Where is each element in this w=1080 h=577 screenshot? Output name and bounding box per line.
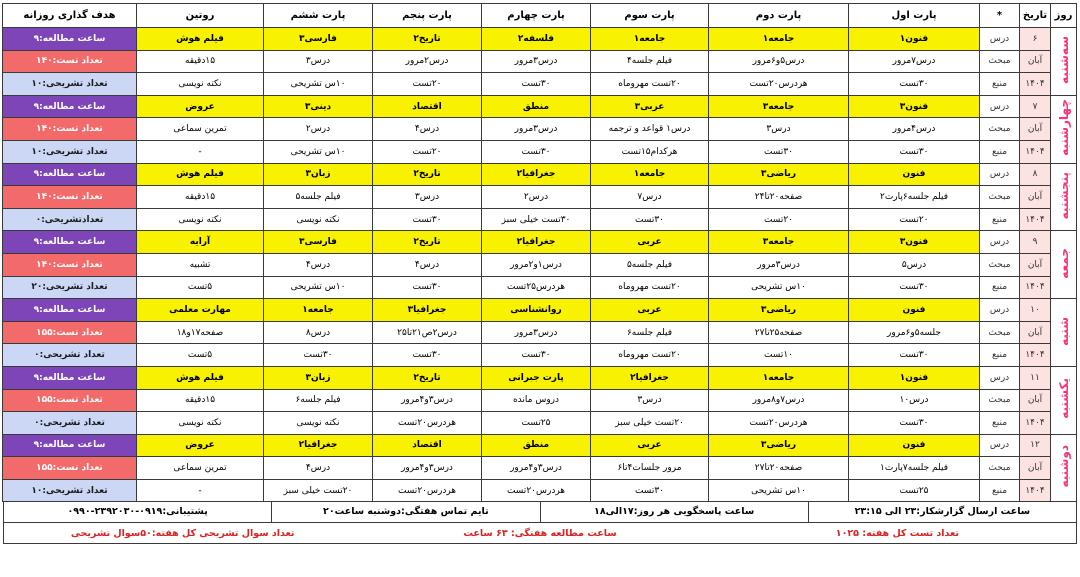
part-6-cell: نکته نویسی [264,412,373,435]
header-part-6: پارت ششم [264,4,373,28]
part-1-cell: فنون۱ [849,28,980,51]
day-name: چهارشنبه [1056,99,1071,157]
part-3-cell: فیلم جلسه۵ [591,253,709,276]
part-3-cell: ۳۰تست [591,208,709,231]
daily-goal-cell: ساعت مطالعه:۹ [3,163,137,186]
routine-cell: تشبیه [137,253,264,276]
row-type-cell: منبع [980,276,1020,299]
part-5-cell: ۳۰تست [373,208,482,231]
part-6-cell: ۲۰تست خیلی سبز [264,479,373,502]
weekly-descriptive-total: تعداد سوال تشریحی کل هفته:۵۰سوال تشریحی [70,527,295,539]
part-6-cell: زبان۳ [264,366,373,389]
part-3-cell: جامعه۱ [591,28,709,51]
part-2-cell: جامعه۱ [709,366,849,389]
date-cell: ۱۰ [1020,299,1051,322]
part-6-cell: دینی۳ [264,95,373,118]
part-6-cell: جغرافیا۲ [264,434,373,457]
part-3-cell: عربی۳ [591,95,709,118]
row-type-cell: مبحث [980,321,1020,344]
table-row [3,389,1077,412]
part-3-cell: جامعه۱ [591,163,709,186]
part-5-cell: ۳۰تست [373,344,482,367]
row-type-cell: منبع [980,479,1020,502]
part-5-cell: ۲۰تست [373,73,482,96]
part-5-cell: هردرس۲۰تست [373,412,482,435]
table-row [3,276,1077,299]
table-row [3,434,1077,457]
part-5-cell: درس۴ [373,253,482,276]
part-4-cell: روانشناسی [482,299,591,322]
day-name: دوشنبه [1056,445,1071,488]
part-2-cell: جامعه۳ [709,95,849,118]
part-1-cell: فیلم جلسه۷پارت۱ [849,457,980,480]
date-cell: آبان [1020,118,1051,141]
part-5-cell: درس۳ [373,186,482,209]
day-name-cell [1051,163,1077,231]
daily-goal-cell: تعدادتشریحی:۰ [3,208,137,231]
weekly-test-total: تعداد تست کل هفته: ۱۰۲۵ [835,527,959,539]
row-type-cell: مبحث [980,389,1020,412]
part-2-cell: درس۳ [709,118,849,141]
part-3-cell: ۲۰تست خیلی سبز [591,412,709,435]
header-part-4: پارت چهارم [482,4,591,28]
part-2-cell: ۲۰تست [709,208,849,231]
row-type-cell: درس [980,28,1020,51]
part-2-cell: درس۷و۸مرور [709,389,849,412]
part-4-cell: هردرس۲۰تست [482,479,591,502]
table-row [3,231,1077,254]
part-6-cell: درس۸ [264,321,373,344]
part-5-cell: تاریخ۲ [373,231,482,254]
part-6-cell: جامعه۱ [264,299,373,322]
part-4-cell: منطق [482,434,591,457]
header-part-5: پارت پنجم [373,4,482,28]
part-5-cell: درس۳و۴مرور [373,457,482,480]
part-2-cell: ۳۰تست [709,140,849,163]
day-name-cell [1051,299,1077,367]
part-4-cell: فلسفه۲ [482,28,591,51]
date-cell: ۱۴۰۴ [1020,73,1051,96]
row-type-cell: درس [980,299,1020,322]
part-4-cell: هردرس۲۵تست [482,276,591,299]
part-2-cell: درس۳مرور [709,253,849,276]
date-cell: ۱۴۰۴ [1020,412,1051,435]
row-type-cell: درس [980,366,1020,389]
footer-info-row [4,502,1076,523]
date-cell: آبان [1020,389,1051,412]
part-2-cell: جامعه۳ [709,231,849,254]
daily-goal-cell: تعداد تست:۱۴۰ [3,253,137,276]
daily-goal-cell: ساعت مطالعه:۹ [3,231,137,254]
date-cell: ۷ [1020,95,1051,118]
row-type-cell: درس [980,231,1020,254]
header-part-3: پارت سوم [591,4,709,28]
part-4-cell: درس۲ [482,186,591,209]
weekly-study-plan [3,3,1077,544]
table-row [3,344,1077,367]
weekly-call-time: تایم تماس هفتگی:دوشنبه ساعت۲۰ [271,502,539,522]
routine-cell: ۱۵دقیقه [137,186,264,209]
part-3-cell: ۲۰تست مهروماه [591,344,709,367]
table-row [3,186,1077,209]
table-row [3,366,1077,389]
routine-cell: ۱۵دقیقه [137,50,264,73]
daily-goal-cell: تعداد تشریحی:۱۰ [3,140,137,163]
header-part-1: پارت اول [849,4,980,28]
daily-goal-cell: تعداد تست:۱۴۰ [3,186,137,209]
routine-cell: فیلم هوش [137,28,264,51]
part-5-cell: ۳۰تست [373,276,482,299]
header-date: تاریخ [1020,4,1051,28]
daily-goal-cell: تعداد تست:۱۴۰ [3,50,137,73]
table-row [3,50,1077,73]
part-4-cell: ۳۰تست خیلی سبز [482,208,591,231]
part-2-cell: هردرس۲۰تست [709,73,849,96]
part-2-cell: صفحه۲۵تا۲۷ [709,321,849,344]
table-row [3,163,1077,186]
header-row-type: * [980,4,1020,28]
daily-goal-cell: تعداد تشریحی:۲۰ [3,276,137,299]
part-4-cell: دروس مانده [482,389,591,412]
part-4-cell: درس۳مرور [482,50,591,73]
table-row [3,140,1077,163]
part-2-cell: ۱۰تست [709,344,849,367]
part-1-cell: جلسه۵و۶مرور [849,321,980,344]
day-name: شنبه [1056,316,1071,346]
date-cell: ۸ [1020,163,1051,186]
routine-cell: آرایه [137,231,264,254]
part-3-cell: درس۷ [591,186,709,209]
part-5-cell: جغرافیا۳ [373,299,482,322]
footer-totals-row [4,523,1076,543]
part-1-cell: درس۵ [849,253,980,276]
day-name-cell [1051,434,1077,502]
part-1-cell: فنون [849,299,980,322]
part-2-cell: درس۵و۶مرور [709,50,849,73]
header-day: روز [1051,4,1077,28]
date-cell: ۱۱ [1020,366,1051,389]
part-1-cell: ۳۰تست [849,140,980,163]
daily-goal-cell: تعداد تست:۱۵۵ [3,457,137,480]
part-4-cell: جغرافیا۲ [482,231,591,254]
day-name: جمعه [1056,247,1071,279]
date-cell: ۱۴۰۴ [1020,276,1051,299]
daily-goal-cell: تعداد تست:۱۴۰ [3,118,137,141]
part-3-cell: عربی [591,231,709,254]
part-6-cell: ۱۰س تشریحی [264,73,373,96]
part-4-cell: منطق [482,95,591,118]
routine-cell: تمرین سماعی [137,457,264,480]
part-5-cell: تاریخ۲ [373,366,482,389]
part-2-cell: جامعه۱ [709,28,849,51]
part-3-cell: عربی [591,434,709,457]
response-hours: ساعت پاسخگویی هر روز:۱۷الی۱۸ [540,502,808,522]
daily-goal-cell: ساعت مطالعه:۹ [3,95,137,118]
routine-cell: مهارت معلمی [137,299,264,322]
part-2-cell: ریاضی۳ [709,299,849,322]
daily-goal-cell: تعداد تست:۱۵۵ [3,389,137,412]
part-4-cell: ۳۰تست [482,344,591,367]
day-name-cell [1051,95,1077,163]
part-1-cell: فنون [849,163,980,186]
date-cell: ۱۴۰۴ [1020,140,1051,163]
table-row [3,457,1077,480]
part-3-cell: هرکدام۱۵تست [591,140,709,163]
header-routine: روتین [137,4,264,28]
row-type-cell: مبحث [980,50,1020,73]
table-row [3,479,1077,502]
table-row [3,73,1077,96]
day-name: پنجشنبه [1056,171,1071,220]
part-3-cell: درس۱ قواعد و ترجمه [591,118,709,141]
part-2-cell: ریاضی۳ [709,434,849,457]
part-4-cell: درس۱و۲مرور [482,253,591,276]
row-type-cell: درس [980,95,1020,118]
part-4-cell: ۳۰تست [482,140,591,163]
part-6-cell: درس۴ [264,253,373,276]
part-4-cell: ۲۵تست [482,412,591,435]
daily-goal-cell: تعداد تشریحی:۱۰ [3,479,137,502]
routine-cell: تمرین سماعی [137,118,264,141]
part-5-cell: درس۲مرور [373,50,482,73]
daily-goal-cell: تعداد تشریحی:۱۰ [3,73,137,96]
row-type-cell: منبع [980,73,1020,96]
part-1-cell: فنون۱ [849,366,980,389]
part-6-cell: زبان۳ [264,163,373,186]
part-1-cell: درس۷مرور [849,50,980,73]
part-6-cell: نکته نویسی [264,208,373,231]
part-1-cell: ۳۰تست [849,73,980,96]
header-daily-goal: هدف گذاری روزانه [3,4,137,28]
part-6-cell: درس۲ [264,118,373,141]
row-type-cell: مبحث [980,253,1020,276]
part-6-cell: فارسی۳ [264,231,373,254]
part-1-cell: فنون۳ [849,231,980,254]
part-5-cell: تاریخ۲ [373,28,482,51]
part-5-cell: درس۴ [373,118,482,141]
part-1-cell: درس۴مرور [849,118,980,141]
part-4-cell: درس۳مرور [482,321,591,344]
routine-cell: ۵تست [137,276,264,299]
row-type-cell: درس [980,163,1020,186]
header-row [3,4,1077,28]
part-1-cell: ۲۵تست [849,479,980,502]
table-row [3,28,1077,51]
routine-cell: ۵تست [137,344,264,367]
routine-cell: ۱۵دقیقه [137,389,264,412]
date-cell: آبان [1020,186,1051,209]
part-6-cell: ۱۰س تشریحی [264,276,373,299]
row-type-cell: درس [980,434,1020,457]
row-type-cell: منبع [980,412,1020,435]
part-4-cell: پارت جبرانی [482,366,591,389]
routine-cell: - [137,479,264,502]
part-2-cell: صفحه۲۰تا۲۷ [709,457,849,480]
part-3-cell: ۲۰تست مهروماه [591,73,709,96]
part-4-cell: درس۳و۴مرور [482,457,591,480]
part-6-cell: درس۴ [264,457,373,480]
table-row [3,95,1077,118]
daily-goal-cell: تعداد تشریحی:۰ [3,412,137,435]
row-type-cell: مبحث [980,186,1020,209]
part-1-cell: ۳۰تست [849,412,980,435]
weekly-study-hours: ساعت مطالعه هفتگی: ۶۳ ساعت [463,527,617,539]
date-cell: ۱۲ [1020,434,1051,457]
day-name-cell [1051,366,1077,434]
date-cell: ۹ [1020,231,1051,254]
part-6-cell: ۱۰س تشریحی [264,140,373,163]
day-name: سه‌شنبه [1056,35,1071,84]
part-5-cell: هردرس۲۰تست [373,479,482,502]
part-2-cell: ۱۰س تشریحی [709,479,849,502]
header-part-2: پارت دوم [709,4,849,28]
date-cell: آبان [1020,457,1051,480]
part-5-cell: درس۲ص۲۱تا۲۵ [373,321,482,344]
part-4-cell: درس۳مرور [482,118,591,141]
part-1-cell: فنون [849,434,980,457]
part-6-cell: فیلم جلسه۶ [264,389,373,412]
part-1-cell: ۳۰تست [849,344,980,367]
part-1-cell: ۳۰تست [849,276,980,299]
part-1-cell: ۲۰تست [849,208,980,231]
part-6-cell: فارسی۳ [264,28,373,51]
daily-goal-cell: ساعت مطالعه:۹ [3,366,137,389]
row-type-cell: منبع [980,140,1020,163]
part-2-cell: صفحه۲۰تا۲۴ [709,186,849,209]
table-row [3,253,1077,276]
part-3-cell: درس۳ [591,389,709,412]
part-2-cell: ریاضی۳ [709,163,849,186]
table-row [3,321,1077,344]
date-cell: ۱۴۰۴ [1020,344,1051,367]
report-time: ساعت ارسال گزارشکار:۲۳ الی ۲۳:۱۵ [808,502,1076,522]
date-cell: آبان [1020,50,1051,73]
part-6-cell: درس۳ [264,50,373,73]
part-5-cell: اقتصاد [373,434,482,457]
footer [3,502,1077,544]
routine-cell: عروض [137,434,264,457]
row-type-cell: منبع [980,344,1020,367]
date-cell: ۱۴۰۴ [1020,479,1051,502]
routine-cell: صفحه۱۷و۱۸ [137,321,264,344]
date-cell: آبان [1020,321,1051,344]
table-row [3,412,1077,435]
part-5-cell: اقتصاد [373,95,482,118]
part-2-cell: ۱۰س تشریحی [709,276,849,299]
part-2-cell: هردرس۲۰تست [709,412,849,435]
daily-goal-cell: ساعت مطالعه:۹ [3,299,137,322]
part-5-cell: ۲۰تست [373,140,482,163]
schedule-table [2,3,1077,502]
routine-cell: فیلم هوش [137,366,264,389]
part-1-cell: فنون۳ [849,95,980,118]
part-3-cell: مرور جلسات۴تا۶ [591,457,709,480]
routine-cell: - [137,140,264,163]
table-row [3,208,1077,231]
row-type-cell: منبع [980,208,1020,231]
daily-goal-cell: تعداد تست:۱۵۵ [3,321,137,344]
routine-cell: نکته نویسی [137,208,264,231]
part-3-cell: عربی [591,299,709,322]
part-1-cell: فیلم جلسه۶پارت۲ [849,186,980,209]
daily-goal-cell: ساعت مطالعه:۹ [3,28,137,51]
date-cell: ۶ [1020,28,1051,51]
day-name: یکشنبه [1056,378,1071,420]
table-row [3,299,1077,322]
part-1-cell: درس۱۰ [849,389,980,412]
support-phone: پشتیبانی:۰۹۱۹-۲۳۹۲۰۳۰-۰۹۹۰ [67,506,208,518]
part-6-cell: فیلم جلسه۵ [264,186,373,209]
row-type-cell: مبحث [980,457,1020,480]
date-cell: آبان [1020,253,1051,276]
daily-goal-cell: ساعت مطالعه:۹ [3,434,137,457]
day-name-cell [1051,28,1077,96]
day-name-cell [1051,231,1077,299]
part-4-cell: ۳۰تست [482,73,591,96]
routine-cell: عروض [137,95,264,118]
row-type-cell: مبحث [980,118,1020,141]
part-5-cell: تاریخ۲ [373,163,482,186]
part-3-cell: فیلم جلسه۴ [591,50,709,73]
routine-cell: فیلم هوش [137,163,264,186]
table-row [3,118,1077,141]
part-3-cell: ۳۰تست [591,479,709,502]
part-4-cell: جغرافیا۲ [482,163,591,186]
part-3-cell: فیلم جلسه۶ [591,321,709,344]
part-6-cell: ۳۰تست [264,344,373,367]
part-5-cell: درس۳و۴مرور [373,389,482,412]
part-3-cell: ۲۰تست مهروماه [591,276,709,299]
routine-cell: نکته نویسی [137,73,264,96]
daily-goal-cell: تعداد تشریحی:۰ [3,344,137,367]
routine-cell: نکته نویسی [137,412,264,435]
part-3-cell: جغرافیا۲ [591,366,709,389]
date-cell: ۱۴۰۴ [1020,208,1051,231]
